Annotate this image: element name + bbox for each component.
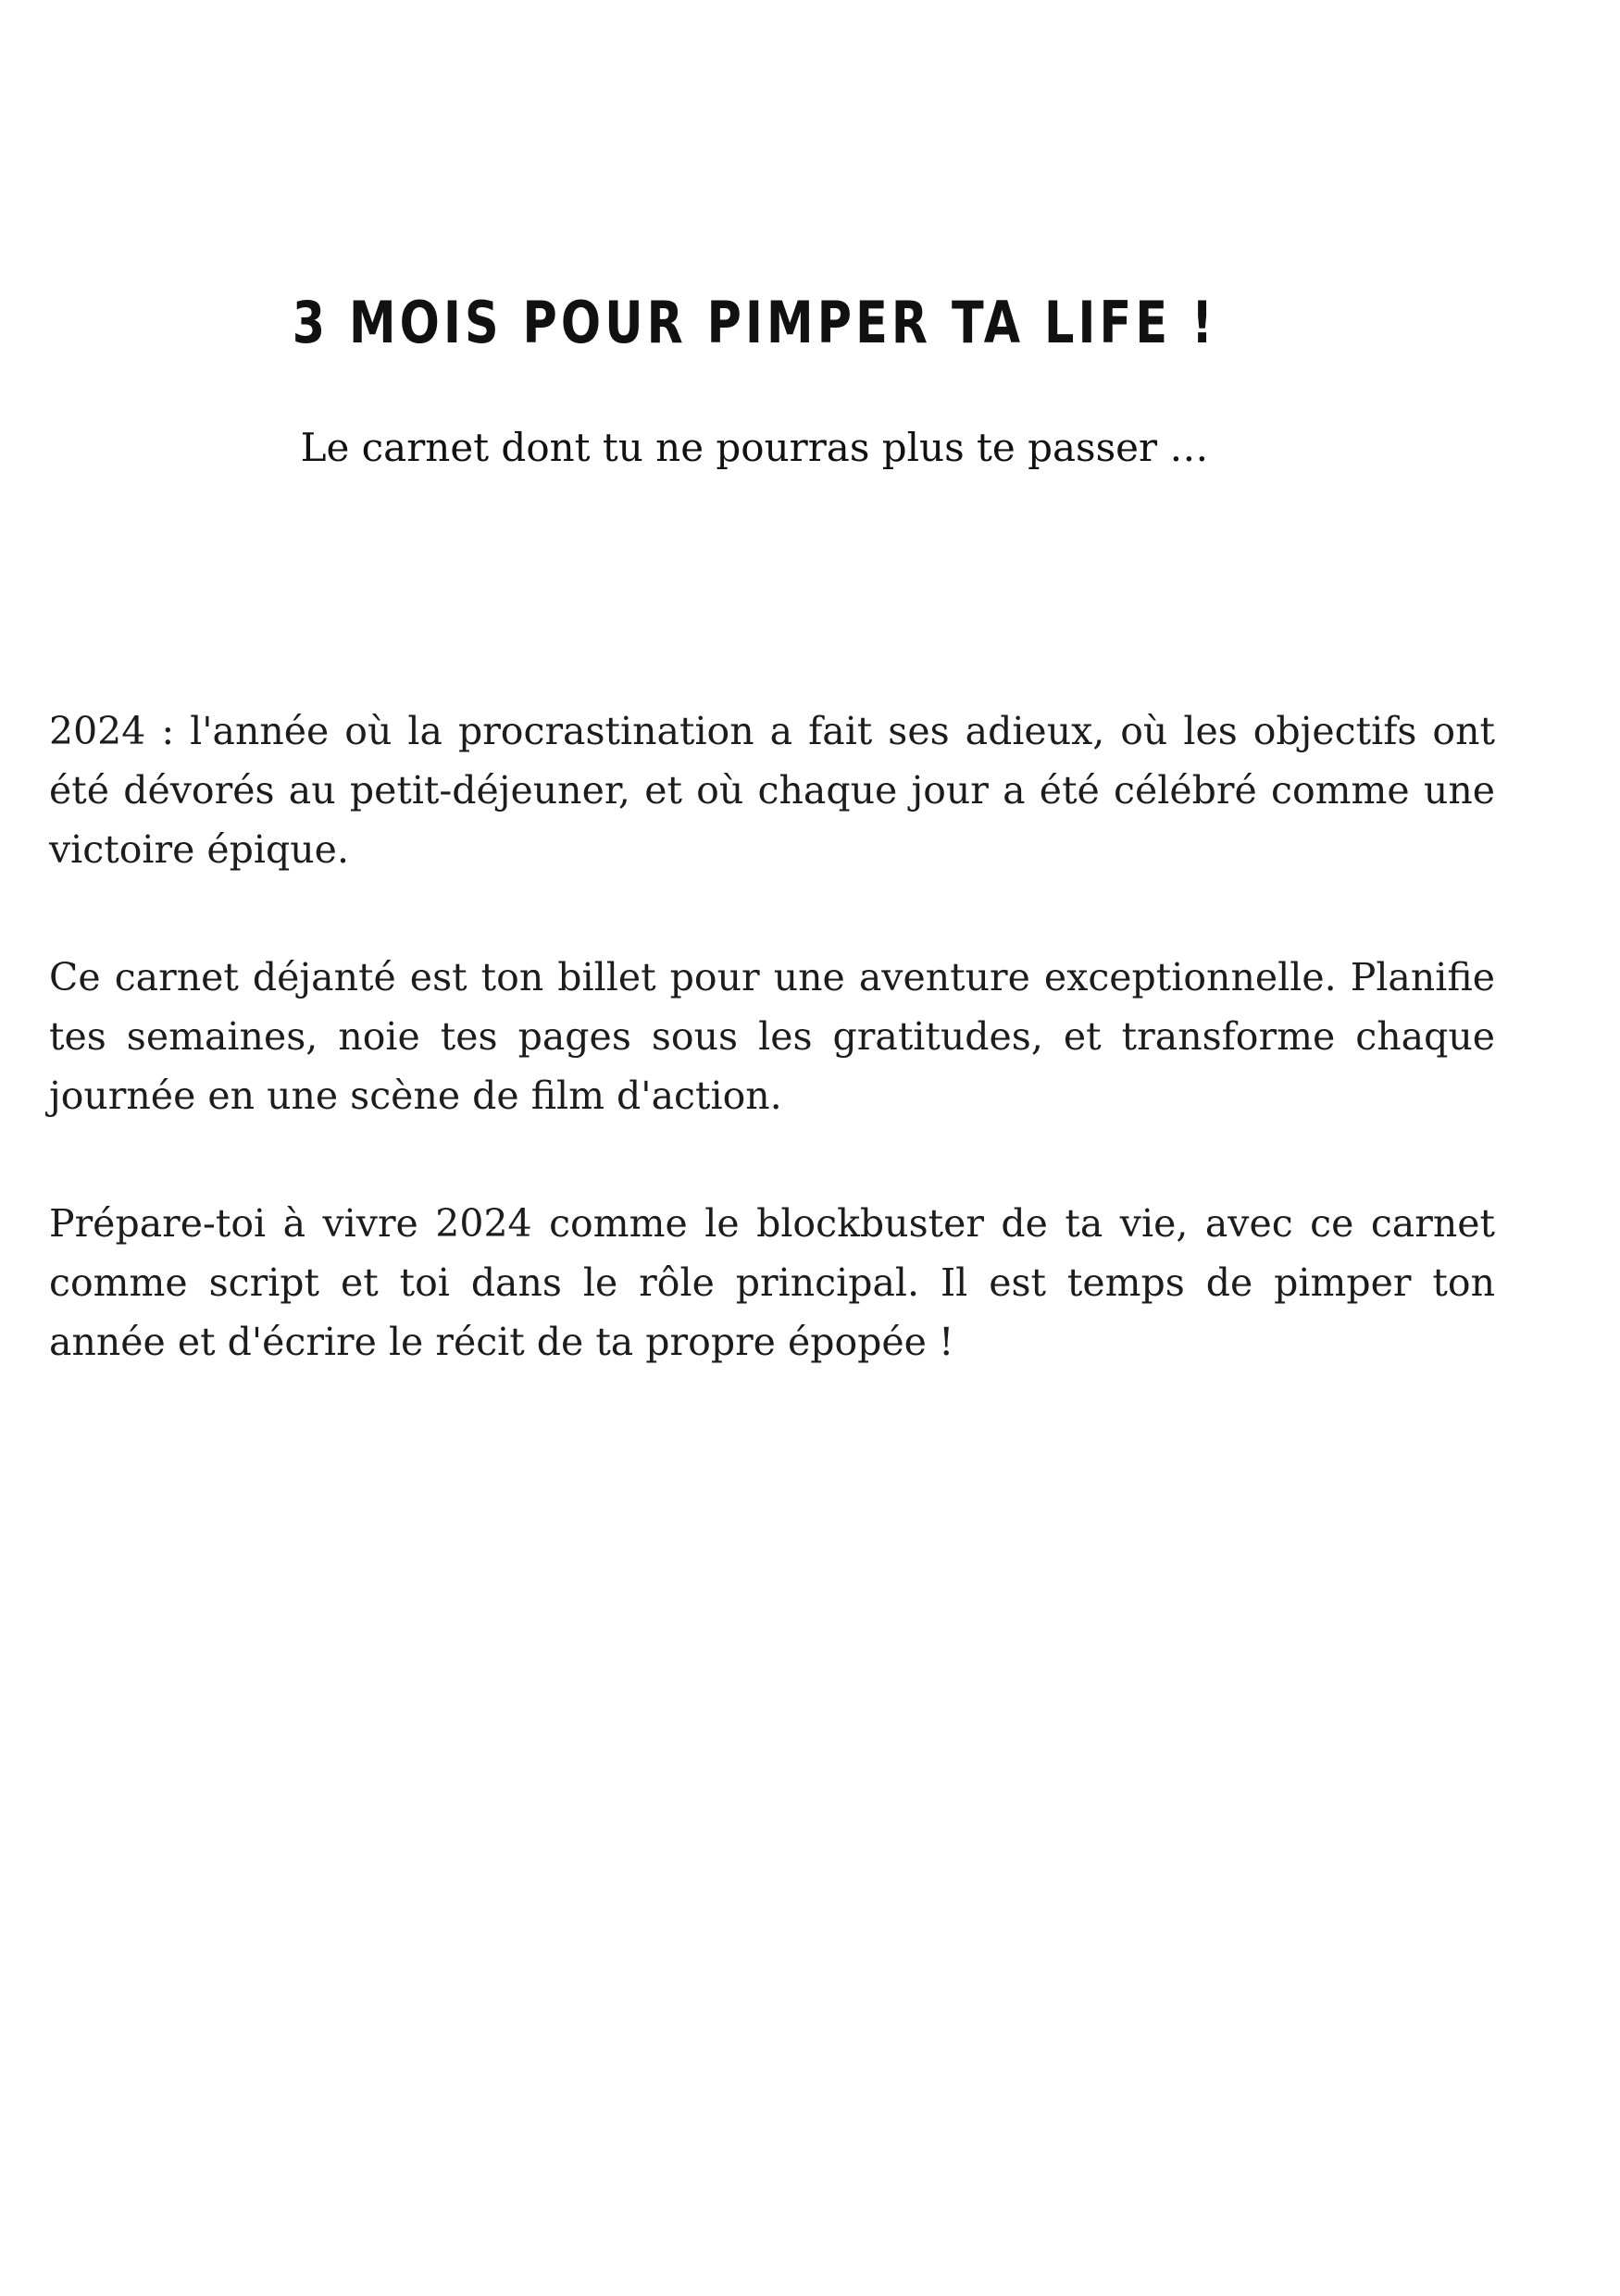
paragraph-3: Prépare-toi à vivre 2024 comme le blockbuster de ta vie, avec ce carnet comme script et toi dans le rôle principal. Il est temps de pimper ton année et d'écrire le récit de ta propre épopée !	[49, 1201, 1495, 1364]
paragraph-1: 2024 : l'année où la procrastination a fait ses adieux, où les objectifs ont été dévorés au petit-déjeuner, et où chaque jour a été célébré comme une victoire épique.	[49, 709, 1495, 872]
page-subtitle: Le carnet dont tu ne pourras plus te passer …	[300, 425, 1209, 470]
page-title: 3 MOIS POUR PIMPER TA LIFE !	[292, 289, 1217, 356]
paragraph-2: Ce carnet déjanté est ton billet pour une aventure exceptionnelle. Planifie tes semaines, noie tes pages sous les gratitudes, et transforme chaque journée en une scène de film d'action.	[49, 955, 1495, 1118]
